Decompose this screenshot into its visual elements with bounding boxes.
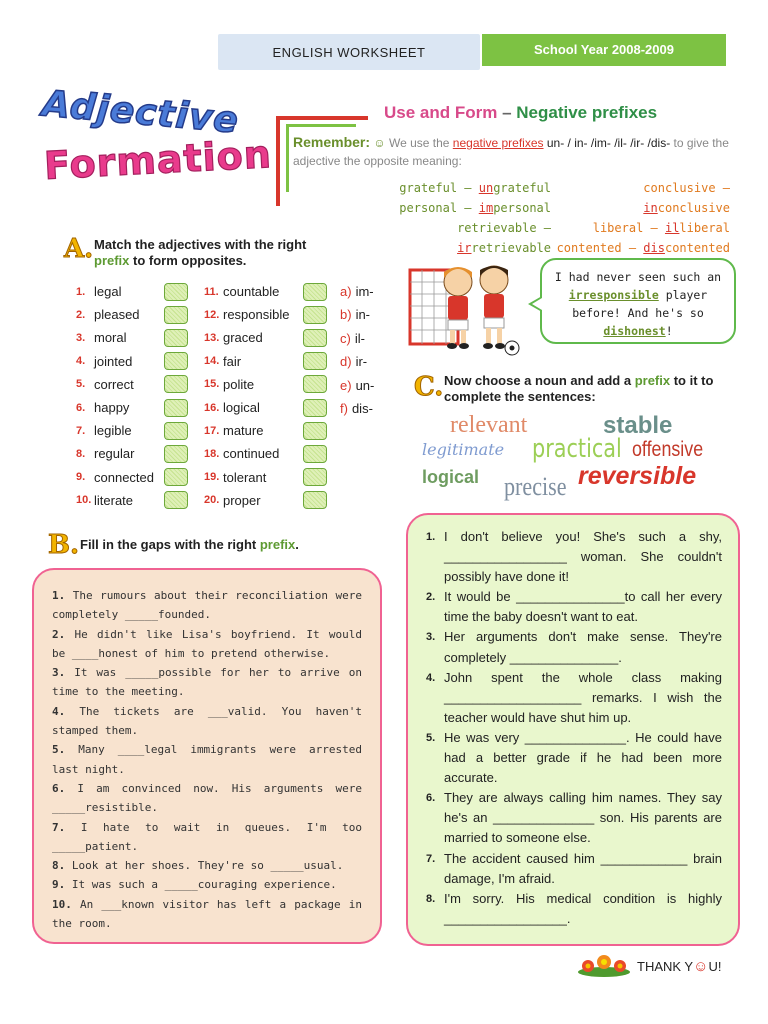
examples-left bbox=[381, 178, 551, 258]
word-logical: logical bbox=[422, 467, 480, 487]
exercise-item: 4. The tickets are ___valid. You haven't stamped them. bbox=[52, 704, 362, 738]
word-offensive: offensive bbox=[632, 438, 704, 461]
match-item: 8. regular bbox=[76, 442, 188, 465]
answer-box[interactable] bbox=[164, 375, 188, 393]
example-item: contented – discontented bbox=[556, 241, 730, 255]
speech-bubble: I had never seen such an irresponsible player before! And he's so dishonest! bbox=[540, 258, 736, 344]
exercise-item: 9. It was such a _____couraging experience. bbox=[52, 878, 337, 892]
section-b-instructions: Fill in the gaps with the right prefix. bbox=[80, 537, 299, 552]
match-item: 9. connected bbox=[76, 466, 188, 489]
match-item: 4. jointed bbox=[76, 350, 188, 373]
match-item: 17. mature bbox=[204, 419, 327, 442]
flowers-icon bbox=[576, 952, 632, 978]
section-a-instructions: Match the adjectives with the right prefix to form opposites. bbox=[94, 237, 307, 268]
word-practical: practical bbox=[532, 434, 622, 464]
match-item: 13. graced bbox=[204, 326, 327, 349]
prefix-option: b) in- bbox=[340, 307, 371, 323]
match-item: 2. pleased bbox=[76, 303, 188, 326]
match-item: 5. correct bbox=[76, 373, 188, 396]
section-c-instructions: Now choose a noun and add a prefix to it to complete the sentences: bbox=[444, 373, 714, 404]
heading-use-form: Use and Form bbox=[384, 103, 498, 122]
word-precise: precise bbox=[504, 472, 567, 501]
match-item: 18. continued bbox=[204, 442, 327, 465]
remember-text: We use the bbox=[385, 136, 453, 150]
answer-box[interactable] bbox=[303, 329, 327, 347]
thank-you-note: THANK Y☺U! bbox=[637, 958, 722, 975]
exercise-item: 10. An ___known visitor has left a package in the room. bbox=[52, 897, 362, 931]
exercise-item: 5. Many ____legal immigrants were arrested last night. bbox=[52, 743, 362, 776]
answer-box[interactable] bbox=[303, 375, 327, 393]
match-item: 15. polite bbox=[204, 373, 327, 396]
title-adjective: Adjective bbox=[40, 83, 241, 142]
exercise-item: 3. Her arguments don't make sense. They're completely _______________. bbox=[426, 629, 722, 665]
smiley-icon: ☺ bbox=[373, 136, 386, 150]
corner-decoration bbox=[276, 116, 280, 206]
example-item: grateful – ungrateful bbox=[399, 181, 551, 195]
answer-box[interactable] bbox=[164, 468, 188, 486]
match-column-1 bbox=[76, 280, 188, 512]
title-formation: Formation bbox=[43, 132, 273, 188]
exercise-item: 8. Look at her shoes. They're so _____usual. bbox=[52, 859, 344, 873]
speech-tail-inner bbox=[532, 298, 542, 310]
heading-dash: – bbox=[497, 103, 517, 122]
corner-decoration bbox=[286, 124, 289, 192]
answer-box[interactable] bbox=[303, 283, 327, 301]
match-item: 3. moral bbox=[76, 326, 188, 349]
exercise-item: 6. They are always calling him names. They say he's an ______________ son. His parents are married to someone else. bbox=[426, 790, 722, 846]
answer-box[interactable] bbox=[303, 422, 327, 440]
word-reversible: reversible bbox=[578, 462, 697, 490]
match-item: 1. legal bbox=[76, 280, 188, 303]
exercise-item: 5. He was very ______________. He could have had a better grade if he had been more accurate. bbox=[426, 729, 722, 786]
corner-decoration bbox=[286, 124, 356, 127]
prefix-option: d) ir- bbox=[340, 354, 368, 370]
smiley-icon: ☺ bbox=[693, 958, 709, 975]
remember-note bbox=[293, 133, 733, 170]
answer-box[interactable] bbox=[164, 491, 188, 509]
example-item: liberal – illiberal bbox=[592, 221, 730, 235]
match-item: 20. proper bbox=[204, 489, 327, 512]
match-item: 19. tolerant bbox=[204, 466, 327, 489]
answer-box[interactable] bbox=[164, 352, 188, 370]
prefix-option: f) dis- bbox=[340, 400, 373, 416]
match-item: 16. logical bbox=[204, 396, 327, 419]
answer-box[interactable] bbox=[303, 399, 327, 417]
word-stable: stable bbox=[603, 412, 673, 439]
heading-negative-prefixes: Negative prefixes bbox=[516, 103, 658, 122]
answer-box[interactable] bbox=[164, 445, 188, 463]
prefix-option: a) im- bbox=[340, 284, 374, 299]
examples-right bbox=[555, 178, 730, 258]
section-a-letter: A. bbox=[64, 234, 94, 264]
section-c-exercise-box bbox=[406, 513, 740, 946]
match-item: 11. countable bbox=[204, 280, 327, 303]
remember-label: Remember: bbox=[293, 134, 371, 150]
section-c-letter: C. bbox=[414, 372, 444, 402]
example-item: retrievable – irretrievable bbox=[457, 221, 551, 255]
match-item: 10. literate bbox=[76, 489, 188, 512]
answer-box[interactable] bbox=[303, 445, 327, 463]
match-item: 7. legible bbox=[76, 419, 188, 442]
exercise-item: 7. I hate to wait in queues. I'm too _____patient. bbox=[52, 820, 362, 853]
section-b-exercise-box bbox=[32, 568, 382, 944]
section-heading bbox=[384, 103, 657, 123]
exercise-item: 3. It was _____possible for her to arrive on time to the meeting. bbox=[52, 666, 362, 699]
match-column-2 bbox=[204, 280, 327, 512]
exercise-item: 4. John spent the whole class making ___________________ remarks. I wish the teacher would have shut him up. bbox=[426, 669, 722, 725]
answer-box[interactable] bbox=[164, 399, 188, 417]
word-legitimate: legitimate bbox=[422, 440, 505, 459]
negative-prefixes-term: negative prefixes bbox=[452, 136, 544, 150]
match-item: 6. happy bbox=[76, 396, 188, 419]
match-item: 12. responsible bbox=[204, 303, 327, 326]
prefix-list-inline: un- / in- /im- /il- /ir- /dis- bbox=[543, 136, 671, 150]
prefix-option: c) il- bbox=[340, 330, 365, 346]
example-item: conclusive – inconclusive bbox=[643, 181, 730, 215]
example-item: personal – impersonal bbox=[399, 201, 551, 215]
kids-soccer-illustration bbox=[408, 258, 524, 358]
word-relevant: relevant bbox=[450, 412, 528, 438]
exercise-item: 1. The rumours about their reconciliation were completely _____founded. bbox=[52, 589, 362, 622]
exercise-item: 8. I'm sorry. His medical condition is highly _________________. bbox=[426, 890, 722, 926]
school-year: School Year 2008-2009 bbox=[482, 34, 726, 64]
section-b-letter: B. bbox=[48, 530, 80, 560]
exercise-item: 2. He didn't like Lisa's boyfriend. It would be ____honest of him to pretend otherwise. bbox=[52, 627, 362, 660]
answer-box[interactable] bbox=[164, 422, 188, 440]
match-item: 14. fair bbox=[204, 350, 327, 373]
exercise-item: 1. I don't believe you! She's such a shy, _________________ woman. She couldn't possibly have done it! bbox=[426, 529, 722, 585]
answer-box[interactable] bbox=[303, 352, 327, 370]
exercise-item: 6. I am convinced now. His arguments were _____resistible. bbox=[52, 781, 362, 815]
prefix-option: e) un- bbox=[340, 377, 375, 393]
exercise-item: 2. It would be _______________to call her every time the baby doesn't want to eat. bbox=[426, 589, 722, 625]
worksheet-label: ENGLISH WORKSHEET bbox=[218, 34, 480, 70]
answer-box[interactable] bbox=[164, 329, 188, 347]
answer-box[interactable] bbox=[164, 283, 188, 301]
answer-box[interactable] bbox=[303, 468, 327, 486]
remember-text-end: to give the adjective the opposite meaning: bbox=[293, 136, 729, 168]
exercise-item: 7. The accident caused him ____________ brain damage, I'm afraid. bbox=[426, 850, 722, 886]
answer-box[interactable] bbox=[303, 491, 327, 509]
answer-box[interactable] bbox=[303, 306, 327, 324]
header-divider bbox=[482, 64, 726, 66]
corner-decoration bbox=[276, 116, 368, 120]
prefix-options bbox=[340, 282, 374, 422]
answer-box[interactable] bbox=[164, 306, 188, 324]
